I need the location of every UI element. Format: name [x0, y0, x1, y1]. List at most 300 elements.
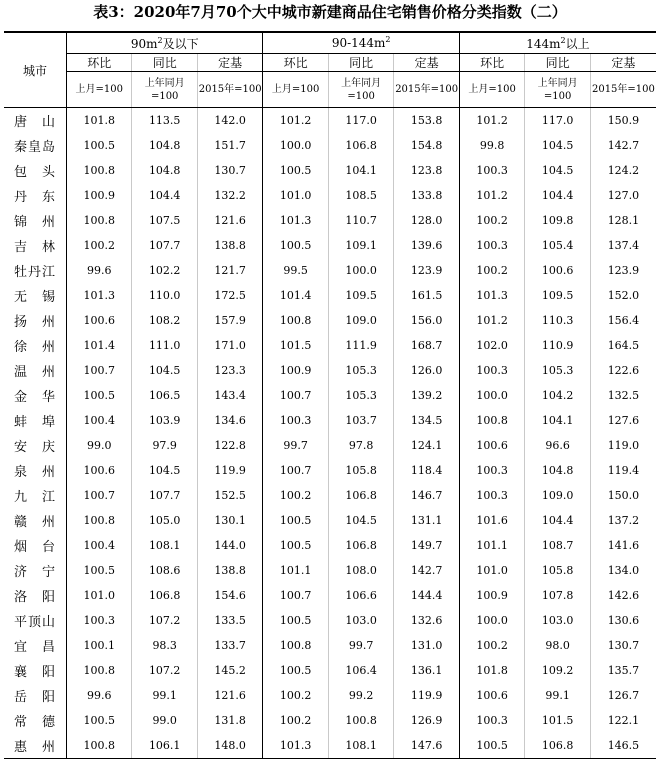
- city-name: 锦 州: [13, 215, 56, 230]
- index-value: 130.7: [197, 158, 262, 183]
- index-value: 137.4: [590, 233, 656, 258]
- table-row: [4, 608, 656, 633]
- base-header: 2015年=100: [590, 72, 656, 108]
- index-value: 108.0: [328, 558, 393, 583]
- table-row: [4, 583, 656, 608]
- index-value: 109.1: [328, 233, 393, 258]
- index-value: 100.9: [459, 583, 524, 608]
- table-row: [4, 358, 656, 383]
- city-name: 扬 州: [13, 315, 56, 330]
- city-name: 秦皇岛: [13, 140, 56, 155]
- city-column-header: 城市: [4, 32, 66, 108]
- index-value: 100.5: [263, 508, 328, 533]
- index-value: 104.4: [525, 508, 590, 533]
- table-body: [4, 108, 656, 759]
- metric-header: 环比: [459, 54, 524, 72]
- index-value: 100.8: [66, 508, 131, 533]
- index-value: 104.5: [525, 133, 590, 158]
- city-name: 无 锡: [13, 290, 56, 305]
- index-value: 100.6: [66, 308, 131, 333]
- index-value: 104.5: [132, 458, 197, 483]
- index-value: 122.6: [590, 358, 656, 383]
- index-value: 100.6: [66, 458, 131, 483]
- index-value: 132.6: [394, 608, 460, 633]
- index-value: 97.8: [328, 433, 393, 458]
- metric-header: 定基: [394, 54, 460, 72]
- index-value: 101.8: [459, 658, 524, 683]
- index-value: 101.3: [263, 208, 328, 233]
- index-value: 130.7: [590, 633, 656, 658]
- index-value: 100.5: [263, 658, 328, 683]
- index-value: 100.0: [459, 383, 524, 408]
- index-value: 100.7: [263, 458, 328, 483]
- index-value: 154.6: [197, 583, 262, 608]
- index-value: 146.5: [590, 733, 656, 759]
- index-value: 101.3: [263, 733, 328, 759]
- index-value: 100.8: [66, 158, 131, 183]
- index-value: 131.8: [197, 708, 262, 733]
- index-value: 99.1: [132, 683, 197, 708]
- index-value: 105.0: [132, 508, 197, 533]
- index-value: 99.7: [328, 633, 393, 658]
- index-value: 156.4: [590, 308, 656, 333]
- index-value: 100.8: [263, 633, 328, 658]
- table-row: [4, 683, 656, 708]
- index-value: 106.6: [328, 583, 393, 608]
- index-value: 130.1: [197, 508, 262, 533]
- index-value: 132.2: [197, 183, 262, 208]
- city-name: 平顶山: [13, 615, 56, 630]
- index-value: 100.2: [66, 233, 131, 258]
- index-value: 139.2: [394, 383, 460, 408]
- base-header: 2015年=100: [197, 72, 262, 108]
- index-value: 134.0: [590, 558, 656, 583]
- index-value: 100.0: [459, 608, 524, 633]
- index-value: 113.5: [132, 108, 197, 134]
- index-value: 124.2: [590, 158, 656, 183]
- index-value: 123.3: [197, 358, 262, 383]
- city-name: 济 宁: [13, 565, 56, 580]
- index-value: 101.5: [263, 333, 328, 358]
- index-value: 100.9: [66, 183, 131, 208]
- group-header-sup: 2: [385, 35, 391, 44]
- index-value: 100.0: [328, 258, 393, 283]
- index-value: 100.6: [459, 433, 524, 458]
- table-row: [4, 483, 656, 508]
- index-value: 154.8: [394, 133, 460, 158]
- index-value: 104.1: [525, 408, 590, 433]
- index-value: 100.5: [263, 608, 328, 633]
- table-row: [4, 558, 656, 583]
- index-value: 101.4: [263, 283, 328, 308]
- table-row: [4, 658, 656, 683]
- index-value: 100.5: [263, 233, 328, 258]
- group-header-suffix: 及以下: [162, 36, 199, 51]
- table-header: [4, 32, 656, 108]
- index-value: 128.0: [394, 208, 460, 233]
- index-value: 100.3: [459, 483, 524, 508]
- table-row: [4, 708, 656, 733]
- metric-header: 同比: [328, 54, 393, 72]
- index-value: 117.0: [328, 108, 393, 134]
- index-value: 138.8: [197, 233, 262, 258]
- index-value: 100.3: [459, 233, 524, 258]
- index-value: 142.0: [197, 108, 262, 134]
- index-value: 121.7: [197, 258, 262, 283]
- index-value: 148.0: [197, 733, 262, 759]
- index-value: 108.5: [328, 183, 393, 208]
- index-value: 100.2: [459, 633, 524, 658]
- index-value: 104.4: [525, 183, 590, 208]
- index-value: 104.8: [132, 133, 197, 158]
- index-value: 101.1: [459, 533, 524, 558]
- index-value: 101.2: [263, 108, 328, 134]
- index-value: 111.0: [132, 333, 197, 358]
- index-value: 153.8: [394, 108, 460, 134]
- city-name: 徐 州: [13, 340, 56, 355]
- index-value: 100.5: [263, 533, 328, 558]
- base-header: 上年同月=100: [328, 72, 393, 108]
- city-name: 泉 州: [13, 465, 56, 480]
- index-value: 135.7: [590, 658, 656, 683]
- index-value: 108.1: [132, 533, 197, 558]
- index-value: 100.6: [525, 258, 590, 283]
- index-value: 100.7: [263, 383, 328, 408]
- table-row: [4, 333, 656, 358]
- index-value: 119.9: [394, 683, 460, 708]
- index-value: 107.8: [525, 583, 590, 608]
- index-value: 110.9: [525, 333, 590, 358]
- index-value: 100.3: [459, 458, 524, 483]
- table-row: [4, 408, 656, 433]
- index-value: 137.2: [590, 508, 656, 533]
- index-value: 99.0: [132, 708, 197, 733]
- index-value: 100.3: [459, 708, 524, 733]
- index-value: 100.5: [66, 383, 131, 408]
- index-value: 119.9: [197, 458, 262, 483]
- index-value: 122.8: [197, 433, 262, 458]
- price-index-table: [4, 31, 656, 759]
- index-value: 97.9: [132, 433, 197, 458]
- index-value: 100.8: [459, 408, 524, 433]
- city-name: 丹 东: [13, 190, 56, 205]
- index-value: 152.5: [197, 483, 262, 508]
- index-value: 100.4: [66, 408, 131, 433]
- index-value: 104.4: [132, 183, 197, 208]
- index-value: 109.2: [525, 658, 590, 683]
- index-value: 98.3: [132, 633, 197, 658]
- group-header-large: [459, 32, 656, 54]
- group-header-sup: 2: [560, 35, 566, 45]
- index-value: 106.4: [328, 658, 393, 683]
- index-value: 104.2: [525, 383, 590, 408]
- base-header: 上月=100: [66, 72, 131, 108]
- index-value: 106.8: [525, 733, 590, 759]
- index-value: 105.8: [525, 558, 590, 583]
- index-value: 111.9: [328, 333, 393, 358]
- city-name: 宜 昌: [13, 640, 56, 655]
- group-header-medium: [263, 32, 459, 54]
- index-value: 133.5: [197, 608, 262, 633]
- index-value: 134.6: [197, 408, 262, 433]
- table-row: [4, 183, 656, 208]
- index-value: 122.1: [590, 708, 656, 733]
- index-value: 100.2: [459, 258, 524, 283]
- index-value: 131.1: [394, 508, 460, 533]
- index-value: 157.9: [197, 308, 262, 333]
- table-row: [4, 283, 656, 308]
- index-value: 108.6: [132, 558, 197, 583]
- metric-header: 定基: [590, 54, 656, 72]
- index-value: 119.0: [590, 433, 656, 458]
- index-value: 100.5: [66, 708, 131, 733]
- index-value: 132.5: [590, 383, 656, 408]
- index-value: 103.7: [328, 408, 393, 433]
- index-value: 145.2: [197, 658, 262, 683]
- index-value: 117.0: [525, 108, 590, 134]
- index-value: 123.9: [590, 258, 656, 283]
- table-row: [4, 508, 656, 533]
- city-name: 包 头: [13, 165, 56, 180]
- index-value: 102.2: [132, 258, 197, 283]
- index-value: 151.7: [197, 133, 262, 158]
- index-value: 134.5: [394, 408, 460, 433]
- index-value: 110.0: [132, 283, 197, 308]
- index-value: 101.8: [66, 108, 131, 134]
- index-value: 107.2: [132, 658, 197, 683]
- index-value: 100.2: [263, 708, 328, 733]
- index-value: 100.8: [66, 208, 131, 233]
- index-value: 108.1: [328, 733, 393, 759]
- index-value: 103.9: [132, 408, 197, 433]
- index-value: 149.7: [394, 533, 460, 558]
- index-value: 99.0: [66, 433, 131, 458]
- index-value: 100.3: [263, 408, 328, 433]
- index-value: 106.8: [132, 583, 197, 608]
- base-header: 上月=100: [263, 72, 328, 108]
- index-value: 109.5: [525, 283, 590, 308]
- index-value: 100.3: [459, 358, 524, 383]
- index-value: 107.7: [132, 233, 197, 258]
- index-value: 147.6: [394, 733, 460, 759]
- index-value: 128.1: [590, 208, 656, 233]
- index-value: 98.0: [525, 633, 590, 658]
- table-row: [4, 458, 656, 483]
- index-value: 110.7: [328, 208, 393, 233]
- metric-header: 环比: [263, 54, 328, 72]
- index-value: 100.0: [263, 133, 328, 158]
- index-value: 106.5: [132, 383, 197, 408]
- index-value: 99.1: [525, 683, 590, 708]
- index-value: 118.4: [394, 458, 460, 483]
- city-name: 常 德: [13, 715, 56, 730]
- index-value: 106.8: [328, 483, 393, 508]
- group-header-text: 90-144m: [331, 36, 386, 50]
- index-value: 133.8: [394, 183, 460, 208]
- index-value: 100.7: [66, 483, 131, 508]
- base-header: 上月=100: [459, 72, 524, 108]
- index-value: 100.9: [263, 358, 328, 383]
- city-name: 九 江: [13, 490, 56, 505]
- index-value: 105.8: [328, 458, 393, 483]
- index-value: 99.2: [328, 683, 393, 708]
- metric-header: 同比: [132, 54, 197, 72]
- index-value: 104.8: [132, 158, 197, 183]
- index-value: 142.7: [590, 133, 656, 158]
- index-value: 101.1: [263, 558, 328, 583]
- index-value: 123.9: [394, 258, 460, 283]
- index-value: 131.0: [394, 633, 460, 658]
- index-value: 99.6: [66, 683, 131, 708]
- index-value: 121.6: [197, 683, 262, 708]
- group-header-text: 144m: [526, 36, 561, 51]
- base-header: 2015年=100: [394, 72, 460, 108]
- index-value: 99.8: [459, 133, 524, 158]
- index-value: 100.2: [263, 683, 328, 708]
- index-value: 100.8: [328, 708, 393, 733]
- index-value: 139.6: [394, 233, 460, 258]
- index-value: 107.5: [132, 208, 197, 233]
- index-value: 101.3: [459, 283, 524, 308]
- index-value: 96.6: [525, 433, 590, 458]
- metric-header: 同比: [525, 54, 590, 72]
- index-value: 100.8: [66, 733, 131, 759]
- city-name: 蚌 埠: [13, 415, 56, 430]
- index-value: 119.4: [590, 458, 656, 483]
- index-value: 126.9: [394, 708, 460, 733]
- group-header-small: [66, 32, 262, 54]
- index-value: 138.8: [197, 558, 262, 583]
- index-value: 106.1: [132, 733, 197, 759]
- table-row: [4, 133, 656, 158]
- index-value: 106.8: [328, 533, 393, 558]
- index-value: 124.1: [394, 433, 460, 458]
- index-value: 103.0: [525, 608, 590, 633]
- index-value: 101.6: [459, 508, 524, 533]
- index-value: 100.8: [263, 308, 328, 333]
- table-row: [4, 233, 656, 258]
- index-value: 107.7: [132, 483, 197, 508]
- table-row: [4, 733, 656, 759]
- table-row: [4, 383, 656, 408]
- metric-header: 环比: [66, 54, 131, 72]
- index-value: 109.0: [328, 308, 393, 333]
- index-value: 105.3: [328, 383, 393, 408]
- index-value: 104.8: [525, 458, 590, 483]
- base-header: 上年同月=100: [132, 72, 197, 108]
- index-value: 100.7: [263, 583, 328, 608]
- table-title: 表3：2020年7月70个大中城市新建商品住宅销售价格分类指数（二）: [93, 3, 567, 21]
- metric-header-row: [4, 54, 656, 72]
- index-value: 136.1: [394, 658, 460, 683]
- index-value: 101.5: [525, 708, 590, 733]
- index-value: 109.8: [525, 208, 590, 233]
- table-row: [4, 108, 656, 134]
- index-value: 105.3: [328, 358, 393, 383]
- index-value: 126.7: [590, 683, 656, 708]
- index-value: 104.5: [525, 158, 590, 183]
- index-value: 150.0: [590, 483, 656, 508]
- index-value: 104.5: [132, 358, 197, 383]
- index-value: 168.7: [394, 333, 460, 358]
- index-value: 156.0: [394, 308, 460, 333]
- index-value: 100.8: [66, 658, 131, 683]
- index-value: 150.9: [590, 108, 656, 134]
- index-value: 141.6: [590, 533, 656, 558]
- index-value: 100.3: [459, 158, 524, 183]
- table-row: [4, 258, 656, 283]
- index-value: 152.0: [590, 283, 656, 308]
- group-header-text: 90m: [130, 36, 158, 51]
- city-name: 岳 阳: [13, 690, 56, 705]
- index-value: 123.8: [394, 158, 460, 183]
- index-value: 100.5: [66, 558, 131, 583]
- index-value: 105.4: [525, 233, 590, 258]
- index-value: 130.6: [590, 608, 656, 633]
- index-value: 127.6: [590, 408, 656, 433]
- city-name: 唐 山: [13, 115, 56, 130]
- index-value: 144.0: [197, 533, 262, 558]
- index-value: 101.0: [66, 583, 131, 608]
- index-value: 100.6: [459, 683, 524, 708]
- table-row: [4, 533, 656, 558]
- city-name: 惠 州: [4, 733, 66, 759]
- index-value: 142.7: [394, 558, 460, 583]
- index-value: 106.8: [328, 133, 393, 158]
- index-value: 101.4: [66, 333, 131, 358]
- city-name: 吉 林: [13, 240, 56, 255]
- table-row: [4, 208, 656, 233]
- city-name: 洛 阳: [13, 590, 56, 605]
- city-name: 温 州: [13, 365, 56, 380]
- index-value: 146.7: [394, 483, 460, 508]
- index-value: 105.3: [525, 358, 590, 383]
- index-value: 100.5: [263, 158, 328, 183]
- index-value: 99.7: [263, 433, 328, 458]
- index-value: 127.0: [590, 183, 656, 208]
- index-value: 100.5: [66, 133, 131, 158]
- index-value: 101.0: [263, 183, 328, 208]
- index-value: 101.2: [459, 108, 524, 134]
- city-name: 牡丹江: [13, 265, 56, 280]
- group-header-sup: 2: [157, 35, 163, 45]
- index-value: 108.2: [132, 308, 197, 333]
- index-value: 109.5: [328, 283, 393, 308]
- base-header-row: [4, 72, 656, 108]
- index-value: 100.1: [66, 633, 131, 658]
- index-value: 171.0: [197, 333, 262, 358]
- index-value: 101.3: [66, 283, 131, 308]
- index-value: 101.2: [459, 308, 524, 333]
- index-value: 100.2: [263, 483, 328, 508]
- city-name: 安 庆: [13, 440, 56, 455]
- index-value: 100.4: [66, 533, 131, 558]
- index-value: 104.1: [328, 158, 393, 183]
- index-value: 172.5: [197, 283, 262, 308]
- index-value: 100.5: [459, 733, 524, 759]
- table-row: [4, 633, 656, 658]
- index-value: 121.6: [197, 208, 262, 233]
- table-row: [4, 433, 656, 458]
- city-name: 烟 台: [13, 540, 56, 555]
- index-value: 109.0: [525, 483, 590, 508]
- index-value: 101.0: [459, 558, 524, 583]
- index-value: 104.5: [328, 508, 393, 533]
- index-value: 102.0: [459, 333, 524, 358]
- index-value: 144.4: [394, 583, 460, 608]
- city-name: 襄 阳: [13, 665, 56, 680]
- index-value: 103.0: [328, 608, 393, 633]
